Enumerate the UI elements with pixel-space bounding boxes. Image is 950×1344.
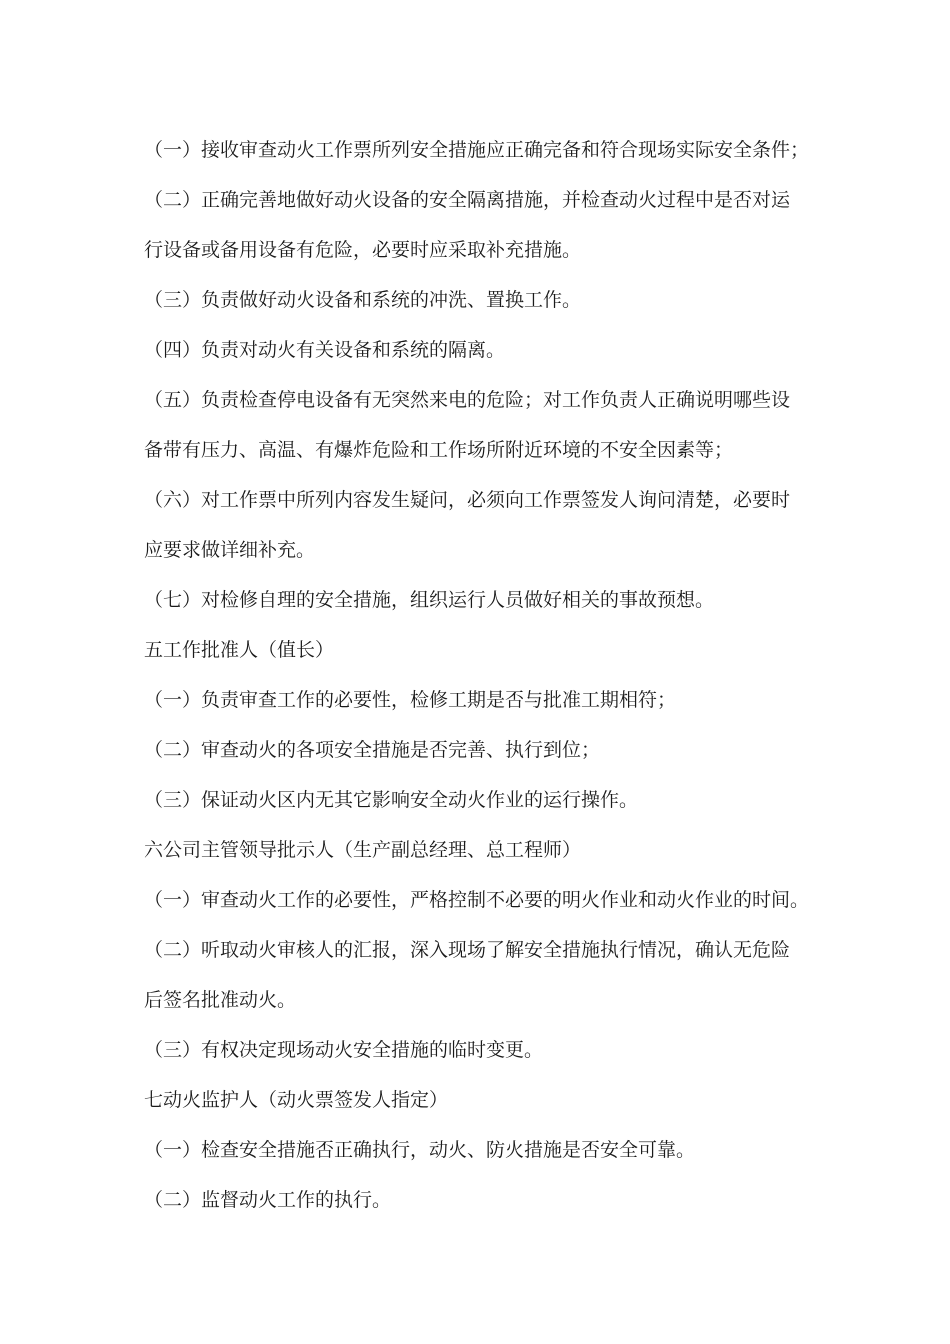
paragraph-line: （三）负责做好动火设备和系统的冲洗、置换工作。 bbox=[144, 289, 582, 311]
paragraph-line: （二）审查动火的各项安全措施是否完善、执行到位； bbox=[144, 739, 601, 761]
paragraph-line: （一）接收审查动火工作票所列安全措施应正确完备和符合现场实际安全条件； bbox=[144, 139, 810, 161]
paragraph-line: （三）保证动火区内无其它影响安全动火作业的运行操作。 bbox=[144, 789, 639, 811]
paragraph-line: （二）听取动火审核人的汇报，深入现场了解安全措施执行情况，确认无危险 bbox=[144, 939, 791, 961]
paragraph-line: （二）正确完善地做好动火设备的安全隔离措施，并检查动火过程中是否对运 bbox=[144, 189, 791, 211]
paragraph-line: 后签名批准动火。 bbox=[144, 989, 297, 1011]
paragraph-line: （六）对工作票中所列内容发生疑问，必须向工作票签发人询问清楚，必要时 bbox=[144, 489, 791, 511]
section-heading: 五工作批准人（值长） bbox=[144, 639, 335, 661]
paragraph-line: 应要求做详细补充。 bbox=[144, 539, 316, 561]
paragraph-line: （七）对检修自理的安全措施，组织运行人员做好相关的事故预想。 bbox=[144, 589, 715, 611]
document-body bbox=[144, 125, 814, 1225]
paragraph-line: 备带有压力、高温、有爆炸危险和工作场所附近环境的不安全因素等； bbox=[144, 439, 734, 461]
paragraph-line: 行设备或备用设备有危险，必要时应采取补充措施。 bbox=[144, 239, 582, 261]
paragraph-line: （四）负责对动火有关设备和系统的隔离。 bbox=[144, 339, 506, 361]
section-heading: 六公司主管领导批示人（生产副总经理、总工程师） bbox=[144, 839, 582, 861]
paragraph-line: （一）审查动火工作的必要性，严格控制不必要的明火作业和动火作业的时间。 bbox=[144, 889, 810, 911]
paragraph-line: （二）监督动火工作的执行。 bbox=[144, 1189, 392, 1211]
paragraph-line: （一）检查安全措施否正确执行，动火、防火措施是否安全可靠。 bbox=[144, 1139, 696, 1161]
paragraph-line: （五）负责检查停电设备有无突然来电的危险；对工作负责人正确说明哪些设 bbox=[144, 389, 791, 411]
paragraph-line: （三）有权决定现场动火安全措施的临时变更。 bbox=[144, 1039, 544, 1061]
section-heading: 七动火监护人（动火票签发人指定） bbox=[144, 1089, 449, 1111]
paragraph-line: （一）负责审查工作的必要性，检修工期是否与批准工期相符； bbox=[144, 689, 677, 711]
